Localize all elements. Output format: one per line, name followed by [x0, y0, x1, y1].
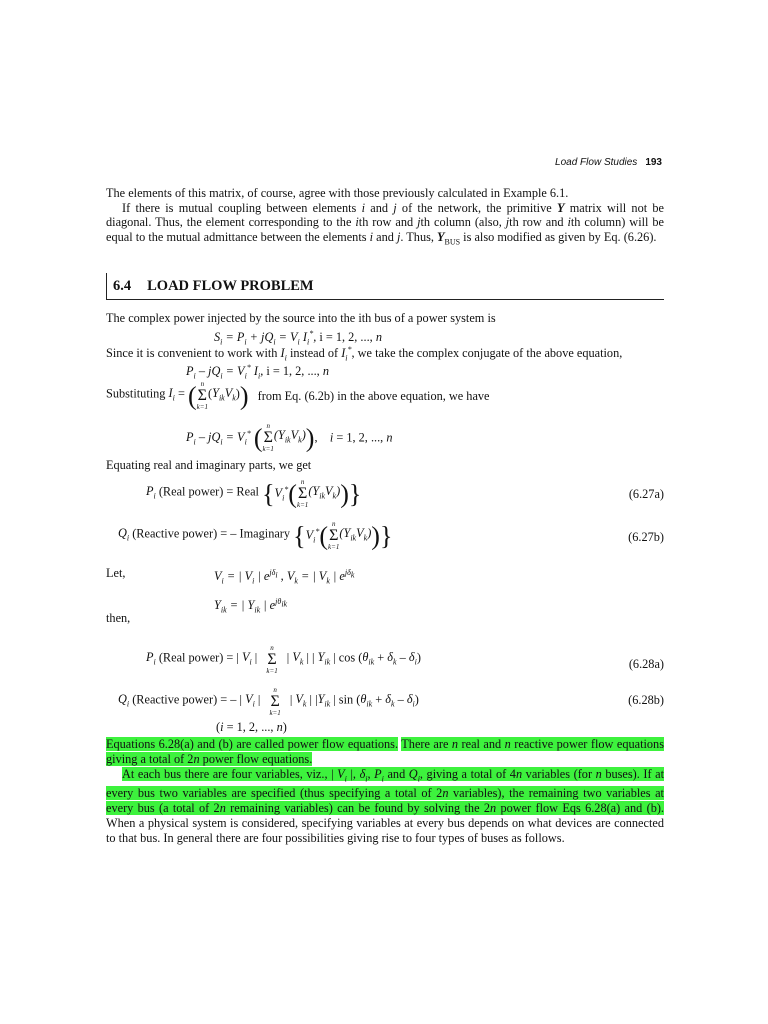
equation-conjugate: $P_i - jQ_i = V_i^*$ $I_i$, i = 1, 2, ..., n — [186, 363, 329, 381]
section-heading — [106, 273, 664, 300]
equation-number-6-28a: (6.28a) — [628, 657, 664, 671]
equation-number-6-27b: (6.27b) — [628, 530, 664, 544]
running-title: Load Flow Studies — [555, 157, 638, 168]
index-range: (i = 1, 2, ..., n) — [216, 720, 287, 734]
body-paragraph-4: Equations 6.28(a) and (b) are called power flow equations. There are n real and n reactive power flow equations giving a total of 2n power flow equations. — [106, 737, 664, 766]
intro-paragraph: If there is mutual coupling between elements i and j of the network, the primitive Y matrix will not be diagonal. Thus, the element corresponding to the ith row and jth column (also, jth row and ith column) will be equal to the mutual admittance between the elements i and j. Thus, $Y_{BUS}$ is also modified as given by Eq. (6.26). — [106, 201, 664, 247]
intro-line: The elements of this matrix, of course, agree with those previously calculated in Example 6.1. — [106, 186, 569, 200]
page-number: 193 — [645, 157, 662, 168]
section-number: 6.4 — [113, 278, 132, 294]
let-label: Let, — [106, 566, 126, 580]
equation-6-27b: $Q_i$ (Reactive power) = – Imaginary {$V_i^*$( n Σ $k=1(Y_{ik}V_k)$)} — [118, 520, 393, 551]
substitution-tail: from Eq. (6.2b) in the above equation, we have — [257, 388, 490, 403]
then-label: then, — [106, 611, 131, 625]
equation-complex-power: $S_i = P_i + jQ_i = V_i$ $I_i^*$, i = 1, 2, ..., n — [214, 329, 382, 347]
section-title: LOAD FLOW PROBLEM — [147, 278, 314, 294]
equation-polar-voltages: $V_i$ = | $V_i$ | $e^{j\delta_i}$ , $V_k$ = | $V_k$ | $e^{j\delta_k}$ — [214, 568, 355, 586]
equation-substituted: $P_i - jQ_i = V_i^*$ ( n Σ $k=1(Y_{ik}V_k)$), i = 1, 2, ..., n — [186, 422, 393, 453]
equation-polar-admittance: $Y_{ik}$ = | $Y_{ik}$ | $e^{j\theta_{ik}}$ — [214, 597, 288, 615]
equation-number-6-27a: (6.27a) — [628, 487, 664, 501]
equation-6-28b: $Q_i$ (Reactive power) = – | $V_i$ | n Σ k=1 | $V_k$ | $|Y_{ik}$ | $\sin (\theta_{ik} + \delta_k - \delta_i)$ — [118, 686, 419, 717]
body-paragraph-1: The complex power injected by the source into the ith bus of a power system is — [106, 311, 496, 325]
equation-number-6-28b: (6.28b) — [628, 693, 664, 707]
running-header — [555, 157, 662, 168]
equation-6-27a: $P_i$ (Real power) = Real {$V_i^*$( n Σ $k=1(Y_{ik}V_k)$)} — [146, 478, 362, 509]
substitution-line: Substituting $I_i$ = ( n Σ $k=1(Y_{ik}V_k)$) from Eq. (6.2b) in the above equation, we have — [106, 380, 490, 411]
body-paragraph-5: At each bus there are four variables, viz., | $V_i$ |, $\delta_i$, $P_i$ and $Q_i$, giving a total of 4n variables (for n buses). If at every bus two variables are specified (thus specifying a total of 2n variables), the remaining two variables at every bus (a total of 2n remaining variables) can be found by solving the 2n power flow Eqs 6.28(a) and (b). When a physical system is considered, specifying variables at every bus depends on what devices are connected to that bus. In general there are four possibilities giving rise to four types of buses as follows. — [106, 767, 665, 846]
body-paragraph-3: Equating real and imaginary parts, we get — [106, 458, 312, 472]
body-paragraph-2: Since it is convenient to work with $I_i$ instead of $I_i^*$, we take the complex conjugate of the above equation, — [106, 345, 623, 363]
equation-6-28a: $P_i$ (Real power) = | $V_i$ | n Σ k=1 | $V_k$ | | $Y_{ik}$ | $\cos (\theta_{ik} + \delta_k - \delta_i)$ — [146, 644, 421, 675]
